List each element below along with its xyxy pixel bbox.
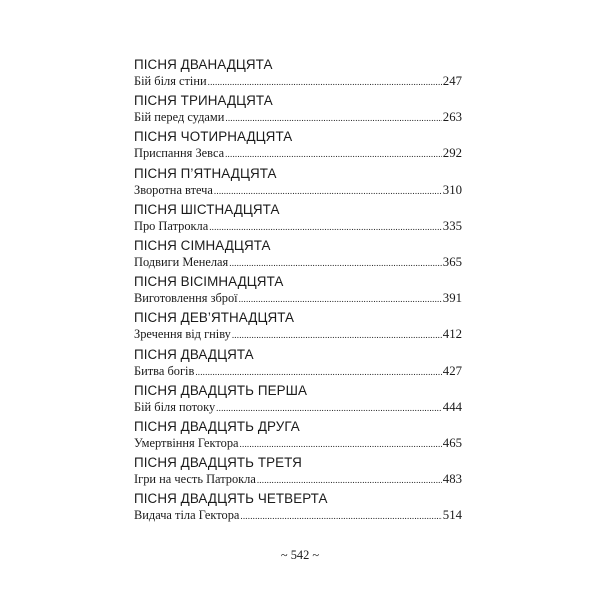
song-heading: ПІСНЯ СІМНАДЦЯТА [134,237,271,253]
dot-leader [214,183,442,199]
chapter-title: Подвиги Менелая [134,254,229,269]
chapter-title: Умертвіння Гектора [134,435,239,450]
song-heading: ПІСНЯ ДВАДЦЯТЬ ПЕРША [134,382,308,398]
song-heading: ПІСНЯ ДВАДЦЯТЬ ТРЕТЯ [134,455,302,471]
page-number: 391 [442,291,462,306]
chapter-title: Приспання Зевса [134,146,225,161]
toc-entry [134,455,462,491]
toc-entry [134,238,462,274]
chapter-title: Бій перед судами [134,110,225,125]
dot-leader [208,74,442,90]
toc-line[interactable] [134,326,462,342]
toc-line[interactable] [134,290,462,306]
chapter-title: Бій біля стіни [134,74,207,88]
dot-leader [240,436,442,452]
song-heading: ПІСНЯ ВІСІМНАДЦЯТА [134,274,284,290]
toc-line[interactable] [134,399,462,415]
dot-leader [229,255,442,271]
chapter-title: Зречення від гніву [134,327,231,342]
toc-line[interactable] [134,182,462,198]
page-number: 247 [442,74,462,88]
toc-entry [134,129,462,165]
toc-line[interactable] [134,363,462,379]
page-number: 292 [442,146,462,161]
song-heading: ПІСНЯ ДЕВ’ЯТНАДЦЯТА [134,310,295,326]
toc-entry [134,491,462,527]
toc-entry [134,310,462,346]
song-heading: ПІСНЯ ШІСТНАДЦЯТА [134,201,280,217]
toc-entry [134,383,462,419]
toc-entry [134,57,462,93]
dot-leader [225,146,442,162]
chapter-title: Видача тіла Гектора [134,508,240,523]
toc-entry [134,347,462,383]
dot-leader [239,291,442,307]
song-heading: ПІСНЯ ДВАДЦЯТЬ ЧЕТВЕРТА [134,491,328,507]
toc-line[interactable] [134,109,462,125]
dot-leader [257,472,442,488]
toc-line[interactable] [134,73,462,89]
page-number: 465 [442,435,462,450]
toc-line[interactable] [134,254,462,270]
page-number: 335 [442,218,462,233]
chapter-title: Виготовлення зброї [134,291,238,306]
chapter-title: Ігри на честь Патрокла [134,472,256,487]
dot-leader [216,400,442,416]
chapter-title: Про Патрокла [134,218,209,233]
dot-leader [195,364,441,380]
page-number: 412 [442,327,462,342]
toc-entry [134,202,462,238]
page-number: 263 [442,110,462,125]
toc-entry [134,274,462,310]
page-number: 444 [442,399,462,414]
song-heading: ПІСНЯ ДВАНАДЦЯТА [134,57,273,72]
dot-leader [225,110,441,126]
page-number: 365 [442,254,462,269]
page-number: 310 [442,182,462,197]
toc-line[interactable] [134,145,462,161]
dot-leader [232,327,442,343]
song-heading: ПІСНЯ П’ЯТНАДЦЯТА [134,165,277,181]
song-heading: ПІСНЯ ЧОТИРНАДЦЯТА [134,129,293,145]
song-heading: ПІСНЯ ДВАДЦЯТЬ ДРУГА [134,418,300,434]
toc-entry [134,166,462,202]
dot-leader [240,508,441,524]
page-number: 483 [442,472,462,487]
chapter-title: Бій біля потоку [134,399,216,414]
toc-entry [134,93,462,129]
chapter-title: Битва богів [134,363,195,378]
chapter-title: Зворотна втеча [134,182,213,197]
dot-leader [209,219,442,235]
page-number: 427 [442,363,462,378]
song-heading: ПІСНЯ ТРИНАДЦЯТА [134,93,273,109]
page-folio: ~ 542 ~ [280,548,320,562]
toc-entry [134,419,462,455]
toc-line[interactable] [134,435,462,451]
toc-line[interactable] [134,507,462,523]
table-of-contents [134,57,462,527]
toc-line[interactable] [134,218,462,234]
song-heading: ПІСНЯ ДВАДЦЯТА [134,346,254,362]
toc-line[interactable] [134,471,462,487]
page-number: 514 [442,508,462,523]
